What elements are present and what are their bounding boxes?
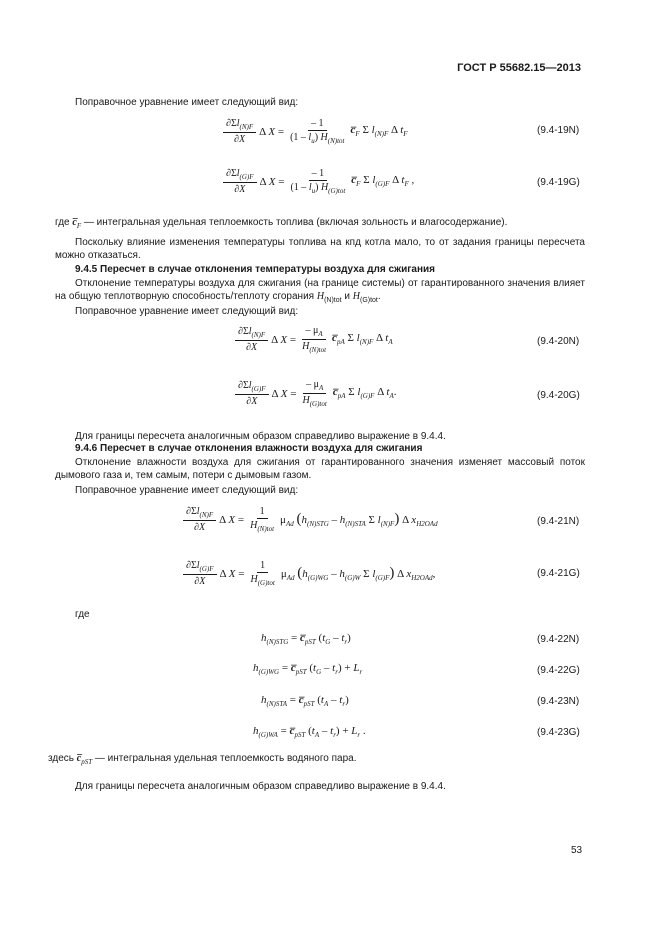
equation-20n: $\frac{\partial\Sigma l_{(N)F}}{\partial X}$ Δ X = $\frac{- \mu_A}{H_{(N)tot}}$ $c̅_{pA}$ Σ $l_{(N)F}$ Δ $t_A$ — [232, 325, 393, 354]
equation-21n: $\frac{\partial\Sigma l_{(N)F}}{\partial X}$ Δ X = $\frac{1}{H_{(N)tot}}$ $\mu_{Ad}$ ($h_{(N)STG} - h_{(N)STA}$ Σ $l_{(N)F}$) Δ $x_{H2OAd}$ — [180, 506, 438, 533]
fuel-heat-capacity-text: — интегральная удельная теплоемкость топлива (включая зольность и влагосодержание). — [83, 217, 508, 228]
equation-19n: $\frac{\partial\Sigma l_{(N)F}}{\partial X}$ Δ X = $\frac{- 1}{(1 - l_u) H_{(N)tot}}$ $c̅_F$ Σ $l_{(N)F}$ Δ $t_F$ — [220, 118, 408, 145]
humidity-paragraph: Отклонение влажности воздуха для сжигания от гарантированного значения изменяет массовый поток дымового газа и, тем самым, потери с дымовым газом. — [55, 457, 585, 482]
here-line: здесь $c̅_{pST}$ — интегральная удельная теплоемкость водяного пара. — [48, 753, 357, 766]
standard-header: ГОСТ Р 55682.15—2013 — [457, 62, 581, 74]
where-word: где — [55, 217, 70, 228]
intro-text: Поправочное уравнение имеет следующий вид: — [75, 97, 299, 108]
equation-19g: $\frac{\partial\Sigma l_{(G)F}}{\partial X}$ Δ X = $\frac{- 1}{(1 - l_u) H_{(G)tot}}$ $c̅_F$ Σ $l_{(G)F}$ Δ $t_F$ , — [220, 168, 414, 195]
equation-label: (9.4-21G) — [537, 568, 580, 579]
equation-23g: $h_{(G)WA}$ = $c̅_{pST}$ $(t_A - t_r) + L_r$ . — [253, 725, 366, 740]
where-word-2: где — [75, 609, 90, 620]
equation-label: (9.4-22G) — [537, 665, 580, 676]
boundary-paragraph-2: Для границы пересчета аналогичным образом справедливо выражение в 9.4.4. — [75, 781, 446, 792]
steam-heat-capacity-text: — интегральная удельная теплоемкость водяного пара. — [94, 753, 357, 764]
page-number: 53 — [571, 845, 583, 856]
intro-text-3: Поправочное уравнение имеет следующий вид: — [75, 485, 299, 496]
here-word: здесь — [48, 753, 74, 764]
intro-text-2: Поправочное уравнение имеет следующий вид: — [75, 306, 299, 317]
equation-label: (9.4-19G) — [537, 177, 580, 188]
equation-22g: $h_{(G)WG}$ = $c̅_{pST}$ $(t_G - t_r) + L_r$ — [253, 662, 363, 677]
equation-label: (9.4-21N) — [537, 516, 580, 527]
fuel-temperature-paragraph: Поскольку влияние изменения температуры топлива на кпд котла мало, то от задания границы пересчета можно отказаться. — [55, 237, 585, 262]
air-temperature-paragraph: Отклонение температуры воздуха для сжигания (на границе системы) от гарантированного значения влияет на общую теплотворную способность/теплоту сгорания $H_{(N)tot}$ и $H_{(G)tot}$. — [55, 278, 585, 305]
equation-label: (9.4-20N) — [537, 336, 580, 347]
where-fuel-line: где $c̅_F$ — интегральная удельная теплоемкость топлива (включая зольность и влагосодержание). — [55, 217, 508, 230]
equation-label: (9.4-19N) — [537, 125, 580, 136]
boundary-paragraph-1: Для границы пересчета аналогичным образом справедливо выражение в 9.4.4. — [75, 431, 446, 442]
equation-label: (9.4-20G) — [537, 390, 580, 401]
equation-20g: $\frac{\partial\Sigma l_{(G)F}}{\partial X}$ Δ X = $\frac{- \mu_A}{H_{(G)tot}}$ $c̅_{pA}$ Σ $l_{(G)F}$ Δ $t_A$. — [232, 379, 397, 408]
equation-label: (9.4-23N) — [537, 696, 580, 707]
equation-label: (9.4-23G) — [537, 727, 580, 738]
air-temp-text: Отклонение температуры воздуха для сжигания (на границе системы) от гарантированного значения влияет на общую теплотворную способность/теплоту сгорания — [55, 278, 585, 303]
section-945-heading: 9.4.5 Пересчет в случае отклонения температуры воздуха для сжигания — [75, 264, 435, 275]
equation-21g: $\frac{\partial\Sigma l_{(G)F}}{\partial X}$ Δ X = $\frac{1}{H_{(G)tot}}$ $\mu_{Ad}$ ($h_{(G)WG} - h_{(G)W}$ Σ $l_{(G)F}$) Δ $x_{H2OAd}$, — [180, 560, 435, 587]
equation-label: (9.4-22N) — [537, 634, 580, 645]
and-word: и — [344, 291, 350, 303]
section-946-heading: 9.4.6 Пересчет в случае отклонения влажности воздуха для сжигания — [75, 443, 423, 454]
equation-22n: $h_{(N)STG}$ = $c̅_{pST}$ $(t_G - t_r)$ — [261, 632, 351, 647]
equation-23n: $h_{(N)STA}$ = $c̅_{pST}$ $(t_A - t_r)$ — [261, 694, 349, 709]
